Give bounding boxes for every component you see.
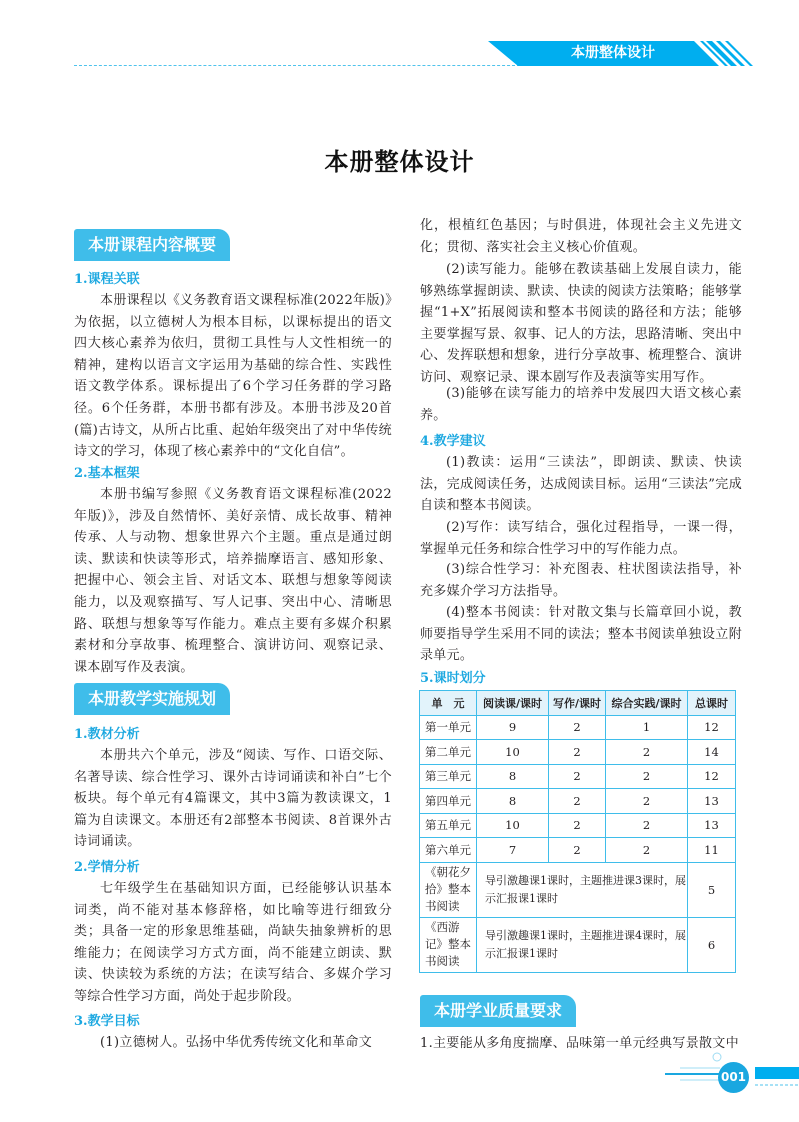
subheading-basic-framework: 2.基本框架 <box>74 466 140 481</box>
suggestion-item: (2)写作：读写结合，强化过程指导，一课一得，掌握单元任务和综合性学习中的写作能力点。 <box>420 520 742 557</box>
column-header: 综合实践/课时 <box>606 691 688 716</box>
cell-writing: 2 <box>549 715 606 740</box>
subheading-teaching-suggestions: 4.教学建议 <box>420 434 486 449</box>
paragraph-goal-1-start: (1)立德树人。弘扬中华优秀传统文化和革命文 <box>100 1035 373 1050</box>
suggestion-item: (4)整本书阅读：针对散文集与长篇章回小说，教师要指导学生采用不同的读法；整本书阅读单独设立附录单元。 <box>420 605 742 664</box>
paragraph-quality-1: 1.主要能从多角度揣摩、品味第一单元经典写景散文中 <box>420 1036 739 1051</box>
cell-total: 14 <box>688 740 736 765</box>
subheading-class-hours: 5.课时划分 <box>420 671 486 686</box>
table-row-book <box>420 862 736 917</box>
table-header-row <box>420 691 736 716</box>
cell-total: 5 <box>688 862 736 917</box>
class-hours-table <box>419 690 736 973</box>
cell-total: 13 <box>688 813 736 838</box>
banner-label: 本册整体设计 <box>571 45 655 61</box>
section-heading-quality: 本册学业质量要求 <box>420 995 576 1027</box>
cell-practice: 2 <box>606 838 688 863</box>
page-title: 本册整体设计 <box>324 148 475 176</box>
paragraph-goal-2: (2)读写能力。能够在教读基础上发展自读力，能够熟练掌握朗读、默读、快读的阅读方法策略；能够掌握“1+X”拓展阅读和整本书阅读的路径和方法；能够主要掌握写景、叙事、记人的方法，思路清晰、突出中心、发挥联想和想象，进行分享故事、梳理整合、演讲访问、观察记录、课本剧写作及表演等实用写作。 <box>420 262 742 385</box>
section-heading-plan: 本册教学实施规划 <box>74 683 230 715</box>
column-header: 阅读课/课时 <box>477 691 549 716</box>
cell-writing: 2 <box>549 813 606 838</box>
cell-book-name: 《西游记》整本书阅读 <box>420 917 477 972</box>
cell-total: 6 <box>688 917 736 972</box>
cell-unit: 第五单元 <box>420 813 477 838</box>
suggestion-item: (1)教读：运用“三读法”，即朗读、默读、快读法，完成阅读任务，达成阅读目标。运用“三读法”完成自读和整本书阅读。 <box>420 455 742 514</box>
table-row <box>420 764 736 789</box>
cell-practice: 1 <box>606 715 688 740</box>
paragraph-material-analysis: 本册共六个单元，涉及“阅读、写作、口语交际、名著导读、综合性学习、课外古诗词诵读和补白”七个板块。每个单元有4篇课文，其中3篇为教读课文，1篇为自读课文。本册还有2部整本书阅读、8首课外古诗词诵读。 <box>74 748 392 850</box>
table-row-book <box>420 917 736 972</box>
cell-writing: 2 <box>549 838 606 863</box>
cell-reading: 10 <box>477 740 549 765</box>
cell-unit: 第六单元 <box>420 838 477 863</box>
cell-book-name: 《朝花夕拾》整本书阅读 <box>420 862 477 917</box>
cell-practice: 2 <box>606 789 688 814</box>
table-row <box>420 715 736 740</box>
suggestion-item: (3)综合性学习：补充图表、柱状图读法指导，补充多媒介学习方法指导。 <box>420 562 742 599</box>
section-heading-overview: 本册课程内容概要 <box>74 229 230 261</box>
cell-reading: 10 <box>477 813 549 838</box>
cell-unit: 第三单元 <box>420 764 477 789</box>
paragraph-basic-framework: 本册书编写参照《义务教育语文课程标准(2022年版)》，涉及自然情怀、美好亲情、成长故事、精神传承、人与动物、想象世界六个主题。重点是通过朗读、默读和快读等形式，培养揣摩语言、感知形象、把握中心、领会主旨、对话文本、联想与想象等阅读能力，以及观察描写、写人记事、突出中心、清晰思路、联想与想象等写作能力。难点主要有多媒介积累素材和分享故事、梳理整合、演讲访问、观察记录、课本剧写作及表演。 <box>74 487 392 675</box>
cell-unit: 第二单元 <box>420 740 477 765</box>
cell-total: 11 <box>688 838 736 863</box>
table-row <box>420 813 736 838</box>
header-divider <box>74 65 520 66</box>
cell-practice: 2 <box>606 764 688 789</box>
cell-practice: 2 <box>606 813 688 838</box>
cell-total: 13 <box>688 789 736 814</box>
cell-book-desc: 导引激趣课1课时，主题推进课3课时，展示汇报课1课时 <box>477 862 688 917</box>
table-row <box>420 789 736 814</box>
subheading-student-analysis: 2.学情分析 <box>74 860 140 875</box>
cell-reading: 9 <box>477 715 549 740</box>
paragraph-student-analysis: 七年级学生在基础知识方面，已经能够认识基本词类，尚不能对基本修辞格，如比喻等进行细致分类；具备一定的形象思维基础，尚缺失抽象辨析的思维能力；在阅读学习方式方面，尚不能建立朗读、默读、快读较为系统的方法；在读写结合、多媒介学习等综合性学习方面，尚处于起步阶段。 <box>74 881 392 1004</box>
table-row <box>420 838 736 863</box>
cell-writing: 2 <box>549 789 606 814</box>
table-row <box>420 740 736 765</box>
cell-writing: 2 <box>549 740 606 765</box>
cell-total: 12 <box>688 764 736 789</box>
column-header: 写作/课时 <box>549 691 606 716</box>
paragraph-goal-1-continued: 化，根植红色基因；与时俱进，体现社会主义先进文化；贯彻、落实社会主义核心价值观。 <box>420 218 742 255</box>
cell-writing: 2 <box>549 764 606 789</box>
subheading-teaching-goals: 3.教学目标 <box>74 1014 140 1029</box>
cell-practice: 2 <box>606 740 688 765</box>
paragraph-course-relation: 本册课程以《义务教育语文课程标准(2022年版)》为依据，以立德树人为根本目标，以课标提出的语文四大核心素养为依归，贯彻工具性与人文性相统一的精神，建构以语言文字运用为基础的综合性、实践性语文教学体系。课标提出了6个学习任务群的学习路径。6个任务群，本册书都有涉及。本册书涉及20首(篇)古诗文，从所占比重、起始年级突出了对中华传统诗文的学习，体现了核心素养中的“文化自信”。 <box>74 293 392 460</box>
header-banner <box>488 41 758 66</box>
cell-unit: 第一单元 <box>420 715 477 740</box>
cell-reading: 8 <box>477 789 549 814</box>
column-header: 单 元 <box>420 691 477 716</box>
paragraph-goal-3: (3)能够在读写能力的培养中发展四大语文核心素养。 <box>420 386 742 423</box>
cell-reading: 8 <box>477 764 549 789</box>
cell-total: 12 <box>688 715 736 740</box>
cell-reading: 7 <box>477 838 549 863</box>
page-number: 001 <box>718 1062 749 1093</box>
subheading-material-analysis: 1.教材分析 <box>74 727 140 742</box>
column-header: 总课时 <box>688 691 736 716</box>
cell-unit: 第四单元 <box>420 789 477 814</box>
cell-book-desc: 导引激趣课1课时，主题推进课4课时，展示汇报课1课时 <box>477 917 688 972</box>
subheading-course-relation: 1.课程关联 <box>74 272 140 287</box>
